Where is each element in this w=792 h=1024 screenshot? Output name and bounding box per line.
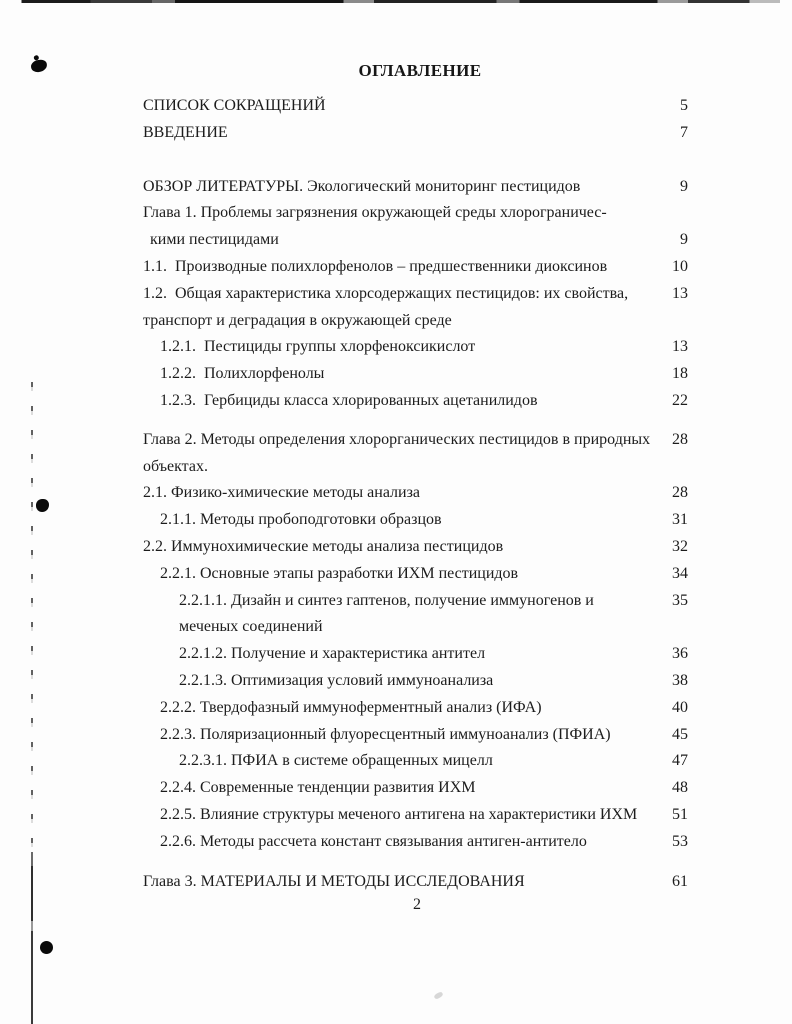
toc-row (0, 388, 792, 415)
toc-entry-text: 1.2.1. Пестициды группы хлорфеноксикислот (160, 338, 476, 356)
toc-page-number: 40 (672, 698, 688, 716)
footer-page-number: 2 (413, 896, 421, 913)
toc-row (0, 695, 792, 722)
toc-row (0, 120, 792, 147)
toc-row (0, 308, 792, 335)
toc-entry-text: 1.2.2. Полихлорфенолы (160, 365, 325, 383)
toc-page-number: 9 (680, 177, 688, 195)
toc-row (0, 427, 792, 454)
page-title: ОГЛАВЛЕНИЕ (358, 61, 482, 80)
toc-row (0, 775, 792, 802)
toc-page-number: 45 (672, 725, 688, 743)
toc-row (0, 641, 792, 668)
toc-page-number: 61 (672, 872, 688, 890)
toc-row (0, 829, 792, 856)
toc-entry-text: 1.2. Общая характеристика хлорсодержащих пестицидов: их свойства, (143, 284, 629, 302)
toc-entry-text: кими пестицидами (150, 231, 279, 249)
toc-entry-text: объектах. (143, 457, 208, 475)
toc-page-number: 9 (680, 231, 688, 249)
toc-entry-text: 1.1. Производные полихлорфенолов – предшественники диоксинов (143, 257, 608, 275)
toc-entry-text: 2.2.1.1. Дизайн и синтез гаптенов, получение иммуногенов и (179, 591, 594, 609)
toc-row (0, 722, 792, 749)
toc-row (0, 200, 792, 227)
toc-page-number: 47 (672, 752, 688, 770)
toc-entry-text: 2.2. Иммунохимические методы анализа пестицидов (143, 537, 504, 555)
toc-page-number: 31 (672, 511, 688, 529)
toc-entry-text: 2.2.3.1. ПФИА в системе обращенных мицелл (179, 752, 493, 770)
toc-page-number: 28 (672, 484, 688, 502)
toc-page-number: 51 (672, 805, 688, 823)
toc-row (0, 361, 792, 388)
toc-row (0, 254, 792, 281)
toc-page-number: 36 (672, 645, 688, 663)
toc-page-number: 13 (672, 338, 688, 356)
faint-scan-speck (433, 991, 443, 1000)
toc-page-number: 53 (672, 832, 688, 850)
toc-entry-text: 1.2.3. Гербициды класса хлорированных ацетанилидов (160, 391, 538, 409)
toc-entry-text: 2.2.1.3. Оптимизация условий иммуноанализа (179, 671, 494, 689)
toc-page-number: 18 (672, 365, 688, 383)
toc-row (0, 614, 792, 641)
toc-page-number: 22 (672, 391, 688, 409)
toc-row (0, 507, 792, 534)
toc-entry-text: 2.2.1.2. Получение и характеристика антител (179, 645, 486, 663)
ink-spot-top-left (30, 59, 48, 73)
toc-row (0, 227, 792, 254)
toc-entry-text: 2.1. Физико-химические методы анализа (143, 484, 421, 502)
toc-page-number: 48 (672, 779, 688, 797)
toc-row (0, 93, 792, 120)
toc-row (0, 668, 792, 695)
toc-entry-text: 2.2.1. Основные этапы разработки ИХМ пестицидов (160, 564, 519, 582)
toc-page-number: 7 (680, 123, 688, 141)
toc-row (0, 334, 792, 361)
toc-entry-text: Глава 1. Проблемы загрязнения окружающей среды хлорограничес- (143, 204, 607, 222)
ink-spot-bottom-left (40, 941, 53, 954)
toc-row (0, 561, 792, 588)
scan-edge-line-top (14, 0, 780, 3)
toc-entry-text: 2.2.6. Методы рассчета констант связывания антиген-антитело (160, 832, 587, 850)
toc-row (0, 174, 792, 201)
toc-entry-text: Глава 3. МАТЕРИАЛЫ И МЕТОДЫ ИССЛЕДОВАНИЯ (143, 872, 525, 890)
toc-row (0, 588, 792, 615)
toc-entry-text: 2.2.5. Влияние структуры меченого антигена на характеристики ИХМ (160, 805, 638, 823)
toc-page-number: 13 (672, 284, 688, 302)
toc-entry-text: Глава 2. Методы определения хлорорганических пестицидов в природных (143, 430, 651, 448)
toc-row (0, 534, 792, 561)
toc-page-number: 5 (680, 97, 688, 114)
toc-entry-text: меченых соединений (179, 618, 323, 636)
toc-row (0, 454, 792, 481)
toc-row (0, 281, 792, 308)
toc-page-number: 35 (672, 591, 688, 609)
toc-row (0, 869, 792, 896)
toc-page-number: 28 (672, 430, 688, 448)
toc-entry-text: 2.2.2. Твердофазный иммуноферментный анализ (ИФА) (160, 698, 542, 716)
toc-page-number: 32 (672, 537, 688, 555)
toc-entry-text: ВВЕДЕНИЕ (143, 123, 228, 141)
toc-page-number: 38 (672, 671, 688, 689)
toc-entry-text: СПИСОК СОКРАЩЕНИЙ (143, 97, 326, 114)
toc-page-number: 10 (672, 257, 688, 275)
toc-page-number: 34 (672, 564, 688, 582)
toc-entry-text: 2.2.4. Современные тенденции развития ИХМ (160, 779, 476, 797)
toc-row (0, 802, 792, 829)
toc-entry-text: транспорт и деградация в окружающей среде (143, 311, 452, 329)
toc-entry-text: ОБЗОР ЛИТЕРАТУРЫ. Экологический мониторинг пестицидов (143, 177, 581, 195)
toc-entry-text: 2.2.3. Поляризационный флуоресцентный иммуноанализ (ПФИА) (160, 725, 611, 743)
toc-row (0, 480, 792, 507)
toc-list (0, 93, 792, 895)
toc-row (0, 748, 792, 775)
toc-entry-text: 2.1.1. Методы пробоподготовки образцов (160, 511, 442, 529)
